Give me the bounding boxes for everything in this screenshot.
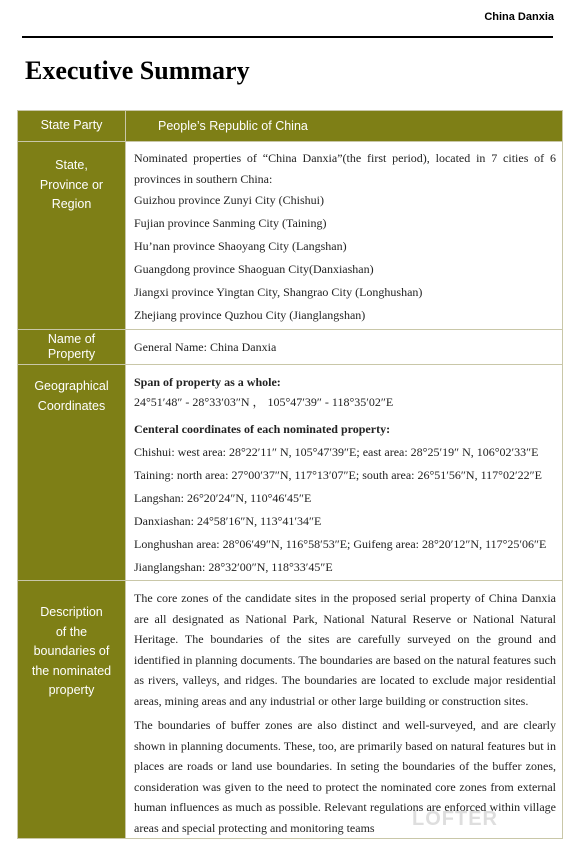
boundaries-paragraph: The boundaries of buffer zones are also distinct and well-surveyed, and are clearly shown in planning documents. These, too, are primarily based on natural features but in places are roads or land use boundaries. In seting the boundaries of the buffer zones, consideration was given to the need to protect the nominated core zones from external human influences as much as possible. Relevant regulations are enforced within village areas and special protecting and monitoring teams xyxy=(134,718,556,835)
boundaries-paragraph: The core zones of the candidate sites in the proposed serial property of China Danxia are all designated as National Park, National Natural Reserve or National Natural Heritage. The boundaries of the sites are carefully surveyed on the ground and identified in planning documents. The boundaries are based on the natural features such as rivers, valleys, and ridges. The boundaries are located to exclude major residential areas, mining areas and any industrial or other large building or construction sites. xyxy=(134,591,556,708)
executive-summary-table xyxy=(17,110,563,839)
region-item: Jiangxi province Yingtan City, Shangrao City (Longhushan) xyxy=(134,285,423,299)
coordinate-item: Taining: north area: 27°00′37″N, 117°13′07″E; south area: 26°51′56″N, 117°02′22″E xyxy=(134,468,542,482)
region-item: Hu’nan province Shaoyang City (Langshan) xyxy=(134,239,347,253)
row-state-region xyxy=(18,142,563,330)
row-boundaries xyxy=(18,581,563,839)
header-divider xyxy=(22,36,553,38)
row-state-party xyxy=(18,111,563,142)
property-name-label: Name of Property xyxy=(18,330,126,365)
span-heading: Span of property as a whole: xyxy=(134,375,281,389)
coordinate-item: Chishui: west area: 28°22′11″ N, 105°47′39″E; east area: 28°25′19″ N, 106°02′33″E xyxy=(134,445,539,459)
span-value: 24°51′48″ - 28°33′03″N ， 105°47′39″ - 118°35′02″E xyxy=(134,395,394,409)
boundaries-label: Description of the boundaries of the nominated property xyxy=(18,581,126,839)
state-party-label: State Party xyxy=(18,111,126,142)
running-header: China Danxia xyxy=(484,11,554,23)
coordinate-item: Langshan: 26°20′24″N, 110°46′45″E xyxy=(134,491,312,505)
coordinate-item: Jianglangshan: 28°32′00″N, 118°33′45″E xyxy=(134,560,333,574)
watermark-logo: LOFTER xyxy=(412,808,498,830)
state-party-value: People’s Republic of China xyxy=(126,111,563,142)
row-coordinates xyxy=(18,365,563,581)
region-item: Guizhou province Zunyi City (Chishui) xyxy=(134,193,324,207)
property-name-value: General Name: China Danxia xyxy=(126,330,563,365)
region-intro: Nominated properties of “China Danxia”(the first period), located in 7 cities of 6 provinces in southern China: xyxy=(134,151,556,186)
central-heading: Centeral coordinates of each nominated property: xyxy=(134,422,391,436)
state-region-label: State, Province or Region xyxy=(18,142,126,330)
state-region-value xyxy=(126,142,563,330)
coordinates-value xyxy=(126,365,563,581)
region-item: Fujian province Sanming City (Taining) xyxy=(134,216,327,230)
coordinate-item: Longhushan area: 28°06′49″N, 116°58′53″E; Guifeng area: 28°20′12″N, 117°25′06″E xyxy=(134,537,547,551)
coordinate-item: Danxiashan: 24°58′16″N, 113°41′34″E xyxy=(134,514,322,528)
coordinates-label: Geographical Coordinates xyxy=(18,365,126,581)
region-item: Guangdong province Shaoguan City(Danxiashan) xyxy=(134,262,374,276)
region-item: Zhejiang province Quzhou City (Jianglangshan) xyxy=(134,308,366,322)
page-title: Executive Summary xyxy=(25,56,250,85)
boundaries-value xyxy=(126,581,563,839)
row-property-name xyxy=(18,330,563,365)
